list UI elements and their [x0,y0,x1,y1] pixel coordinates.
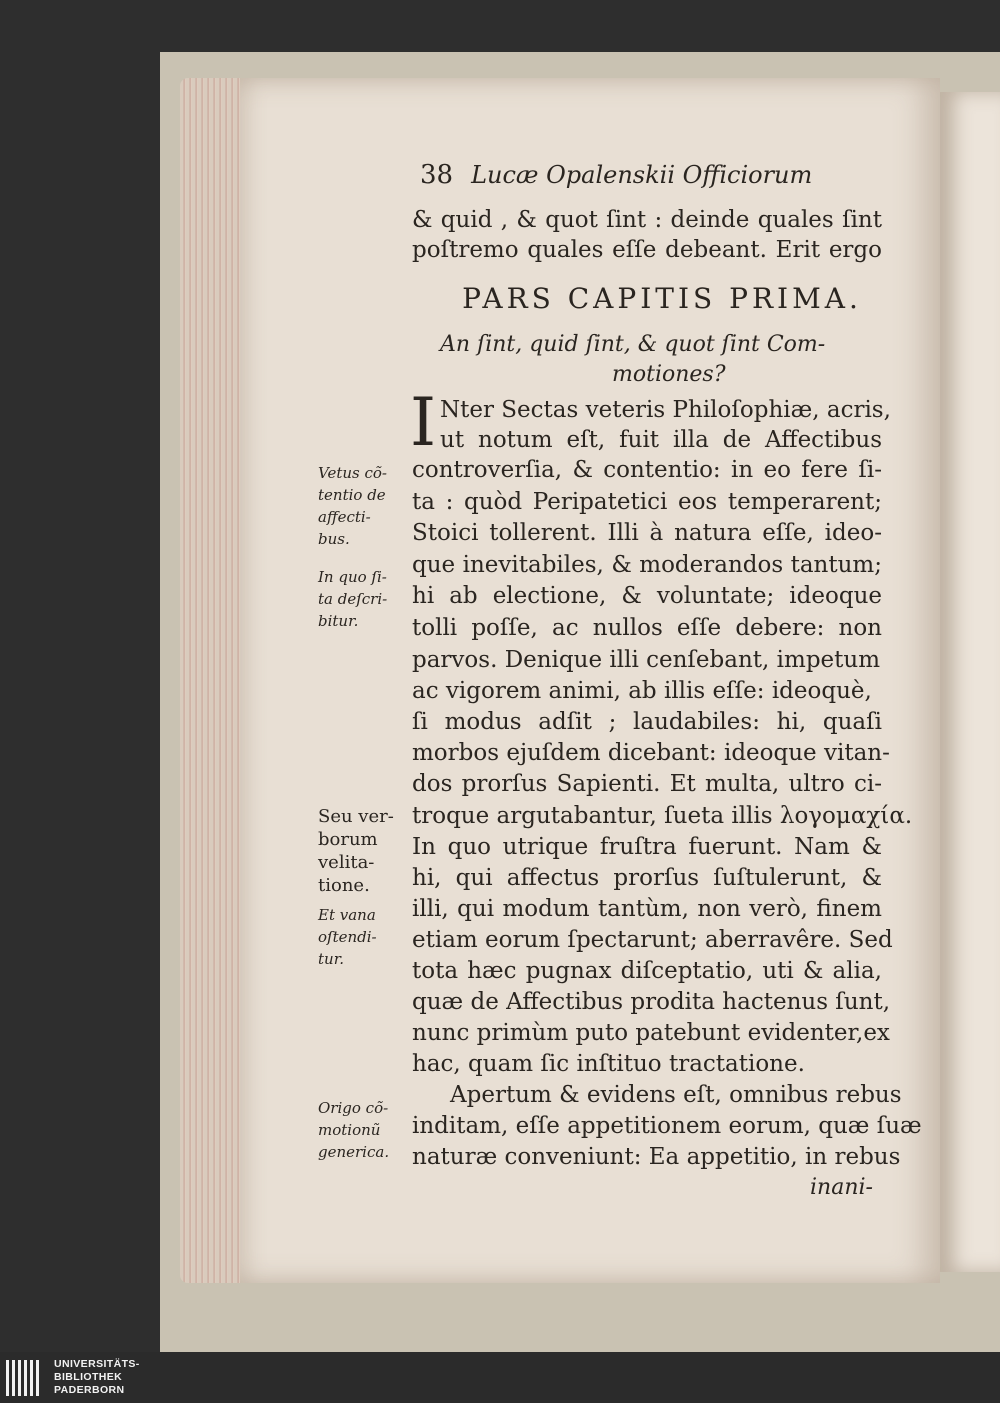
margin-note-line: bitur. [318,612,359,630]
margin-note-line: oſtendi- [318,928,377,946]
margin-note-line: tione. [318,875,370,896]
margin-note-line: tentio de [318,486,386,504]
margin-note-line: Origo cõ- [318,1099,389,1117]
text-line: etiam eorum ſpectarunt; aberravêre. Sed [412,927,893,953]
page-header [420,160,812,191]
section-heading: PARS CAPITIS PRIMA. [462,282,862,315]
facing-page-edge [940,92,1000,1272]
margin-note-line: ta deſcri- [318,590,388,608]
library-logo-icon [6,1360,46,1396]
text-line: Apertum & evidens eſt, omnibus rebus [450,1082,902,1108]
margin-note-line: In quo ſi- [318,568,387,586]
text-line: ta : quòd Peripatetici eos temperarent; [412,489,882,515]
text-line: que inevitabiles, & moderandos tantum; [412,552,882,578]
text-line: morbos ejuſdem dicebant: ideoque vitan- [412,740,890,766]
text-line: In quo utrique fruſtra fuerunt. Nam & [412,834,882,860]
margin-note-line: velita- [318,852,375,873]
text-line: hi, qui affectus prorſus ſuſtulerunt, & [412,865,882,891]
margin-note-line: tur. [318,950,344,968]
text-line: & quid , & quot ſint : deinde quales ſint [412,207,882,233]
subheading-line: motiones? [612,362,726,387]
margin-note-line: bus. [318,530,350,548]
text-line: illi, qui modum tantùm, non verò, finem [412,896,882,922]
text-line: tota hæc pugnax diſceptatio, uti & alia, [412,958,882,984]
text-line: ſi modus adſit ; laudabiles: hi, quaſi [412,709,882,735]
text-line: nunc primùm puto patebunt evidenter,ex [412,1020,890,1046]
text-line: hi ab electione, & voluntate; ideoque [412,583,882,609]
page-number: 38 [420,160,454,190]
text-line: tolli poſſe, ac nullos eſſe debere: non [412,615,882,641]
text-line: ac vigorem animi, ab illis eſſe: ideoquè, [412,678,872,704]
logo-line: UNIVERSITÄTS- [54,1358,140,1370]
text-line: hac, quam ſic inſtituo tractatione. [412,1051,805,1077]
text-line: parvos. Denique illi cenſebant, impetum [412,647,881,673]
logo-line: BIBLIOTHEK [54,1371,123,1383]
margin-note-line: Seu ver- [318,806,394,827]
margin-note [318,1097,389,1163]
running-title: Lucæ Opalenskii Officiorum [471,161,813,189]
text-line: inditam, eſſe appetitionem eorum, quæ ſuæ [412,1113,922,1139]
text-line: ut notum eſt, fuit illa de Affectibus [440,427,882,453]
margin-note-line: Vetus cõ- [318,464,387,482]
margin-note-line: Et vana [318,906,376,924]
margin-note-line: borum [318,829,378,850]
library-logo-text [54,1358,140,1397]
text-line: quæ de Affectibus prodita hactenus ſunt, [412,989,891,1015]
text-line: Stoici tollerent. Illi à natura eſſe, ideo- [412,520,882,546]
margin-note-line: generica. [318,1143,390,1161]
text-line: dos prorſus Sapienti. Et multa, ultro ci- [412,771,882,797]
catchword: inani- [810,1175,873,1200]
text-line: poſtremo quales eſſe debeant. Erit ergo [412,237,882,263]
margin-note-line: affecti- [318,508,371,526]
margin-note [318,566,387,632]
margin-note-line: motionũ [318,1121,381,1139]
margin-note [318,462,387,550]
margin-note [318,904,377,970]
margin-note [318,805,394,897]
text-line: troque argutabantur, ſueta illis λογομαχία. [412,803,913,829]
logo-line: PADERBORN [54,1384,125,1396]
text-line: controverſia, & contentio: in eo fere ſi- [412,457,882,483]
drop-cap: I [410,384,437,461]
text-line: naturæ conveniunt: Ea appetitio, in rebus [412,1144,901,1170]
footer-bar [0,1352,1000,1403]
text-line: Nter Sectas veteris Philoſophiæ, acris, [440,397,891,423]
subheading-line: An ſint, quid ſint, & quot ſint Com- [440,332,826,357]
